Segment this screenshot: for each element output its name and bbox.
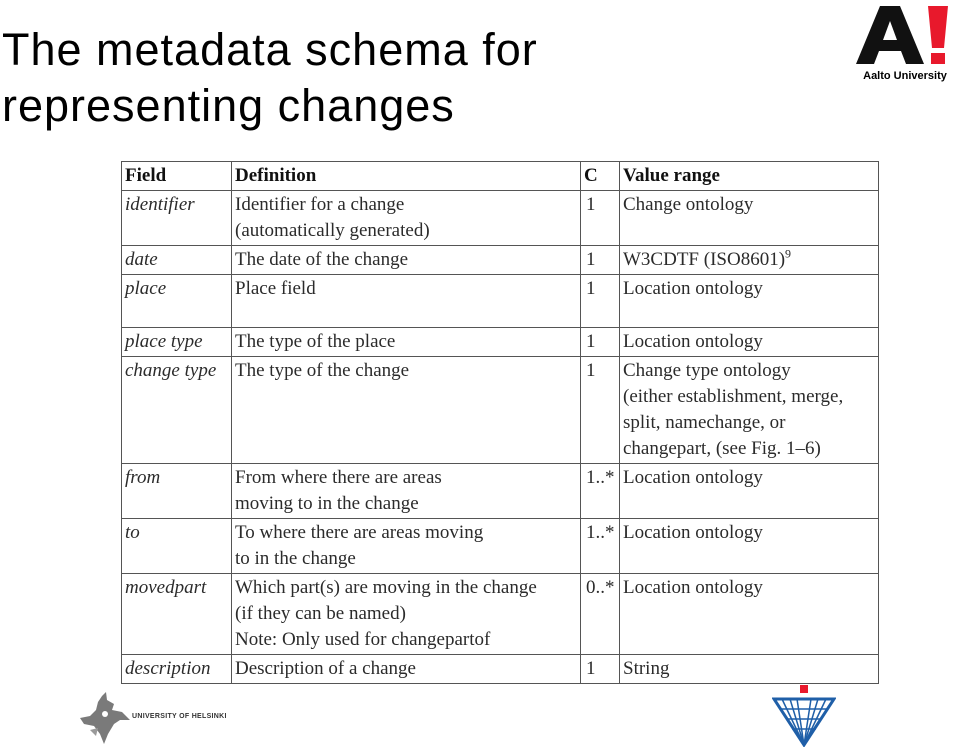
cell-cardinality: 1 xyxy=(581,655,620,684)
cell-field: place type xyxy=(122,328,232,357)
cell-field: description xyxy=(122,655,232,684)
cell-value-range xyxy=(620,519,879,574)
cell-definition xyxy=(232,357,581,464)
cell-field: movedpart xyxy=(122,574,232,655)
cell-value-range xyxy=(620,574,879,655)
cell-value-range xyxy=(620,275,879,328)
cell-definition xyxy=(232,275,581,328)
footnote-marker: 9 xyxy=(785,246,792,261)
cell-field: from xyxy=(122,464,232,519)
value-range-text: Location ontology xyxy=(623,577,763,598)
cell-value-range xyxy=(620,246,879,275)
cell-cardinality: 1 xyxy=(581,191,620,246)
cell-value-range xyxy=(620,464,879,519)
value-range-text: W3CDTF (ISO8601) xyxy=(623,249,786,270)
cell-definition xyxy=(232,519,581,574)
cell-field: identifier xyxy=(122,191,232,246)
value-range-text: Location ontology xyxy=(623,331,763,352)
header-value-range: Value range xyxy=(620,162,879,191)
table-header-row xyxy=(122,162,879,191)
table-row xyxy=(122,655,879,684)
cell-field: change type xyxy=(122,357,232,464)
definition-text: Identifier for a change (automatically generated) xyxy=(235,194,430,241)
value-range-text: Change ontology xyxy=(623,194,754,215)
cell-definition xyxy=(232,191,581,246)
table-row xyxy=(122,519,879,574)
table-row xyxy=(122,191,879,246)
cell-definition xyxy=(232,464,581,519)
definition-text: Place field xyxy=(235,278,316,299)
definition-text: The type of the change xyxy=(235,360,410,381)
cell-definition xyxy=(232,328,581,357)
cell-value-range xyxy=(620,357,879,464)
definition-text: From where there are areas moving to in the change xyxy=(235,467,442,514)
table-row xyxy=(122,357,879,464)
university-of-helsinki-logo xyxy=(78,690,228,746)
cell-cardinality: 1 xyxy=(581,357,620,464)
cell-value-range xyxy=(620,655,879,684)
value-range-text: Location ontology xyxy=(623,522,763,543)
tkk-logo-icon xyxy=(772,683,836,747)
table-row xyxy=(122,464,879,519)
cell-field: place xyxy=(122,275,232,328)
helsinki-bird-icon xyxy=(78,690,134,746)
cell-value-range xyxy=(620,191,879,246)
table-row xyxy=(122,246,879,275)
table-row xyxy=(122,574,879,655)
definition-text: Which part(s) are moving in the change (if they can be named) Note: Only used for changepartof xyxy=(235,577,537,650)
metadata-schema-table xyxy=(121,161,879,684)
definition-text: The date of the change xyxy=(235,249,409,270)
definition-text: The type of the place xyxy=(235,331,396,352)
aalto-a-exclamation-icon xyxy=(856,4,954,66)
aalto-university-name: Aalto University xyxy=(863,70,947,82)
cell-value-range xyxy=(620,328,879,357)
cell-cardinality: 1 xyxy=(581,328,620,357)
table-row xyxy=(122,328,879,357)
slide-title xyxy=(2,22,538,134)
cell-definition xyxy=(232,574,581,655)
cell-cardinality: 1..* xyxy=(581,464,620,519)
slide-title-line-1: The metadata schema for xyxy=(2,24,538,75)
definition-text: To where there are areas moving to in the change xyxy=(235,522,484,569)
helsinki-name: UNIVERSITY OF HELSINKI xyxy=(132,713,227,720)
value-range-text: Location ontology xyxy=(623,467,763,488)
cell-definition xyxy=(232,246,581,275)
value-range-text: String xyxy=(623,658,670,679)
aalto-logo xyxy=(856,4,956,84)
cell-field: to xyxy=(122,519,232,574)
cell-cardinality: 1..* xyxy=(581,519,620,574)
definition-text: Description of a change xyxy=(235,658,416,679)
slide-title-line-2: representing changes xyxy=(2,80,455,131)
header-field: Field xyxy=(122,162,232,191)
value-range-text: Change type ontology (either establishment, merge, split, namechange, or changepart, (see Fig. 1–6) xyxy=(623,360,844,459)
cell-cardinality: 1 xyxy=(581,246,620,275)
value-range-text: Location ontology xyxy=(623,278,763,299)
cell-cardinality: 0..* xyxy=(581,574,620,655)
cell-cardinality: 1 xyxy=(581,275,620,328)
cell-definition xyxy=(232,655,581,684)
header-definition: Definition xyxy=(232,162,581,191)
cell-field: date xyxy=(122,246,232,275)
header-cardinality: C xyxy=(581,162,620,191)
table-row xyxy=(122,275,879,328)
